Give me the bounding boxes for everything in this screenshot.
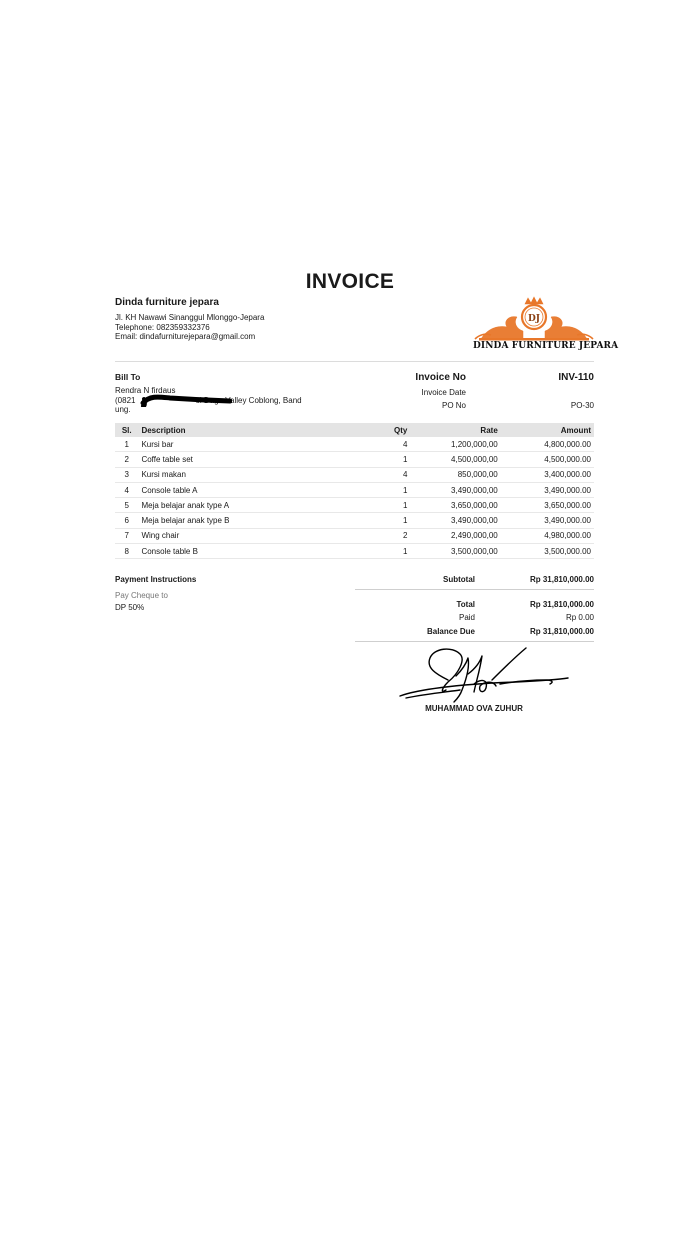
row-description: Kursi makan: [138, 467, 321, 482]
row-amount: 3,490,000.00: [501, 482, 594, 497]
row-description: Meja belajar anak type A: [138, 498, 321, 513]
total-value: Rp 31,810,000.00: [529, 600, 594, 609]
row-amount: 3,650,000.00: [501, 498, 594, 513]
row-amount: 4,500,000.00: [501, 452, 594, 467]
row-sl: 6: [115, 513, 138, 528]
company-telephone: Telephone: 082359332376: [115, 322, 210, 332]
row-amount: 3,500,000.00: [501, 544, 594, 559]
company-address: Jl. KH Nawawi Sinanggul Mlonggo-Jepara: [115, 313, 265, 322]
header-sl: Sl.: [115, 423, 138, 437]
logo-emblem-icon: [473, 295, 595, 341]
row-sl: 1: [115, 437, 138, 452]
table-row: [115, 467, 594, 482]
row-amount: 4,980,000.00: [501, 528, 594, 543]
row-qty: 1: [321, 498, 410, 513]
table-row: [115, 528, 594, 543]
header-amount: Amount: [501, 423, 594, 437]
row-sl: 5: [115, 498, 138, 513]
invoice-no-label: Invoice No: [415, 372, 466, 383]
balance-due-label: Balance Due: [426, 627, 475, 636]
company-email: Email: dindafurniturejepara@gmail.com: [115, 332, 256, 341]
subtotal-value: Rp 31,810,000.00: [529, 575, 594, 584]
row-rate: 4,500,000,00: [410, 452, 500, 467]
row-description: Wing chair: [138, 528, 321, 543]
header-description: Description: [138, 423, 321, 437]
signatory-name: MUHAMMAD OVA ZUHUR: [425, 704, 523, 713]
summary-divider: [355, 589, 594, 590]
table-row: [115, 498, 594, 513]
row-sl: 7: [115, 528, 138, 543]
row-qty: 1: [321, 513, 410, 528]
row-sl: 2: [115, 452, 138, 467]
payment-note: DP 50%: [115, 603, 145, 612]
row-amount: 3,400,000.00: [501, 467, 594, 482]
payment-instructions-label: Payment Instructions: [115, 575, 197, 584]
table-row: [115, 544, 594, 559]
paid-label: Paid: [458, 613, 475, 622]
row-rate: 3,490,000,00: [410, 482, 500, 497]
table-row: [115, 437, 594, 452]
row-qty: 4: [321, 437, 410, 452]
bill-to-address: (0821 ol Dago Valley Coblong, Band: [115, 395, 302, 405]
bill-to-address-cont: ung.: [115, 405, 131, 414]
row-rate: 3,650,000,00: [410, 498, 500, 513]
logo-monogram: DJ: [527, 314, 541, 324]
company-name: Dinda furniture jepara: [115, 297, 219, 308]
row-qty: 4: [321, 467, 410, 482]
total-label: Total: [456, 600, 475, 609]
row-sl: 4: [115, 482, 138, 497]
header-divider: [115, 361, 594, 362]
row-rate: 1,200,000,00: [410, 437, 500, 452]
row-amount: 4,800,000.00: [501, 437, 594, 452]
row-sl: 3: [115, 467, 138, 482]
table-row: [115, 482, 594, 497]
bill-to-name: Rendra N firdaus: [115, 386, 176, 395]
row-description: Coffe table set: [138, 452, 321, 467]
row-description: Console table A: [138, 482, 321, 497]
header-qty: Qty: [321, 423, 410, 437]
company-details: [115, 313, 264, 342]
po-no-value: PO-30: [570, 401, 594, 410]
row-description: Console table B: [138, 544, 321, 559]
signature-icon: [396, 640, 572, 704]
row-amount: 3,490,000.00: [501, 513, 594, 528]
table-row: [115, 452, 594, 467]
row-rate: 3,500,000,00: [410, 544, 500, 559]
pay-cheque-to: Pay Cheque to: [115, 591, 168, 600]
row-description: Kursi bar: [138, 437, 321, 452]
paid-value: Rp 0.00: [565, 613, 594, 622]
items-table: [115, 423, 594, 559]
row-qty: 1: [321, 544, 410, 559]
logo-text: DINDA FURNITURE JEPARA: [473, 341, 619, 351]
po-no-label: PO No: [441, 401, 466, 410]
row-rate: 2,490,000,00: [410, 528, 500, 543]
subtotal-label: Subtotal: [443, 575, 475, 584]
row-qty: 1: [321, 452, 410, 467]
table-header-row: [115, 423, 594, 437]
bill-to-label: Bill To: [115, 372, 141, 382]
company-logo: [473, 295, 619, 353]
row-description: Meja belajar anak type B: [138, 513, 321, 528]
invoice-no-value: INV-110: [558, 372, 594, 383]
page-title: INVOICE: [305, 270, 395, 293]
row-sl: 8: [115, 544, 138, 559]
balance-due-value: Rp 31,810,000.00: [529, 627, 594, 636]
header-rate: Rate: [410, 423, 500, 437]
invoice-date-label: Invoice Date: [421, 388, 466, 397]
row-rate: 3,490,000,00: [410, 513, 500, 528]
row-qty: 2: [321, 528, 410, 543]
row-rate: 850,000,00: [410, 467, 500, 482]
redaction-scribble-icon: [140, 393, 232, 407]
row-qty: 1: [321, 482, 410, 497]
table-row: [115, 513, 594, 528]
